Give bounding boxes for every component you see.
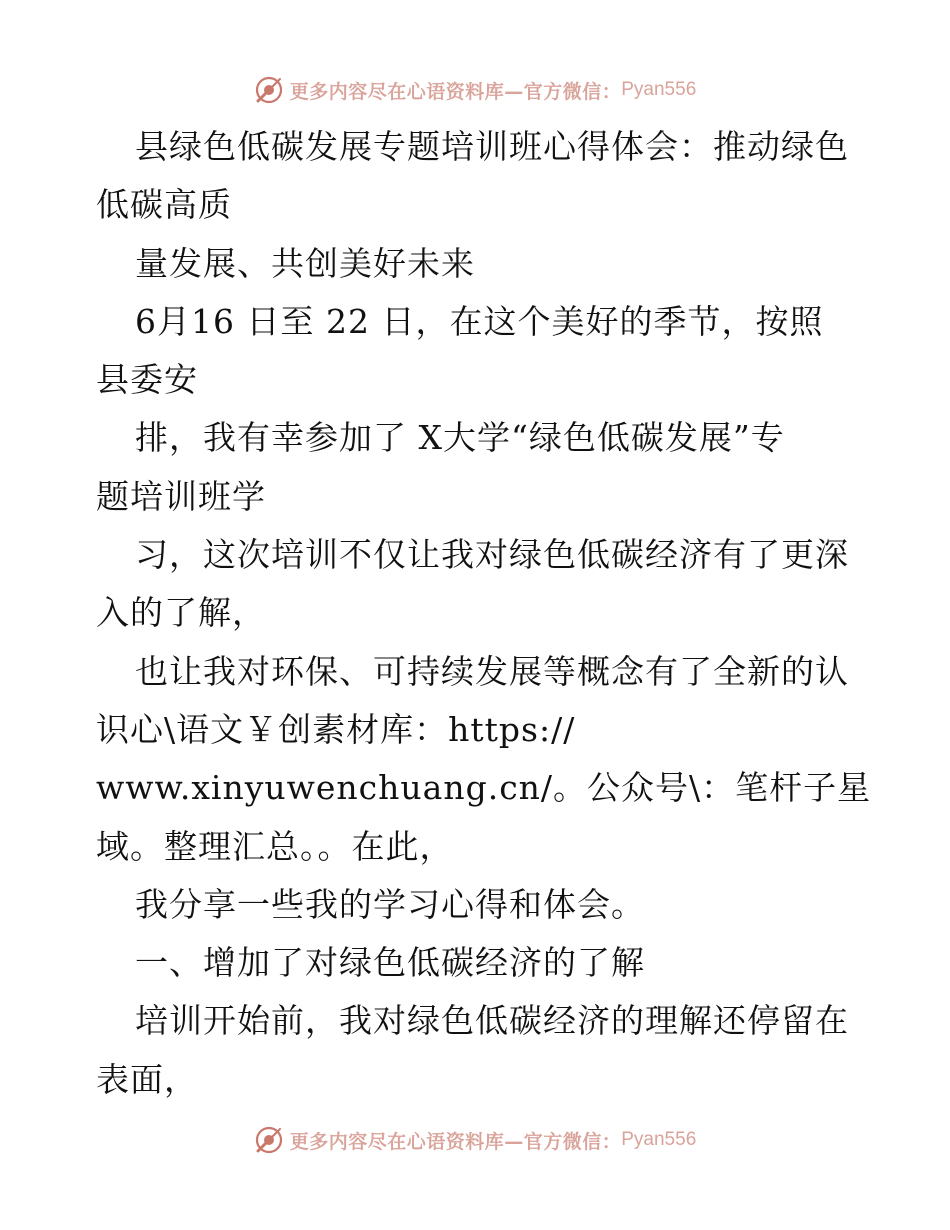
watermark-wechat-id: Pyan556 [621,79,697,100]
document-line: www.xinyuwenchuang.cn/。公众号\：笔杆子星 [96,768,872,808]
document-line: 排，我有幸参加了 X大学“绿色低碳发展”专 [135,418,785,458]
document-line: 县委安 [96,360,198,400]
document-line: 量发展、共创美好未来 [135,243,475,283]
pen-logo-icon [254,1125,284,1155]
document-line: 也让我对环保、可持续发展等概念有了全新的认 [135,651,849,691]
watermark-wechat-id: Pyan556 [621,1129,697,1150]
document-line: 6月16 日至 22 日，在这个美好的季节，按照 [135,301,824,341]
document-line: 县绿色低碳发展专题培训班心得体会：推动绿色 [135,127,849,166]
document-body [96,118,876,1109]
document-line: 题培训班学 [96,476,266,516]
footer-watermark [0,1122,950,1158]
document-line: 域。整理汇总。。在此， [96,826,454,866]
document-line: 表面， [96,1059,198,1099]
document-line: 习，这次培训不仅让我对绿色低碳经济有了更深 [135,535,849,575]
watermark-text: 更多内容尽在心语资料库—官方微信： [289,80,622,103]
document-line: 低碳高质 [96,185,232,225]
document-line: 入的了解， [96,593,266,633]
document-line: 一、增加了对绿色低碳经济的了解 [135,943,645,983]
header-watermark [0,72,950,108]
watermark-text: 更多内容尽在心语资料库—官方微信： [289,1130,622,1153]
document-line: 我分享一些我的学习心得和体会。 [135,884,645,924]
document-line: 识心\语文￥创素材库：https:// [96,709,576,749]
pen-logo-icon [254,75,284,105]
document-line: 培训开始前，我对绿色低碳经济的理解还停留在 [135,1001,849,1041]
